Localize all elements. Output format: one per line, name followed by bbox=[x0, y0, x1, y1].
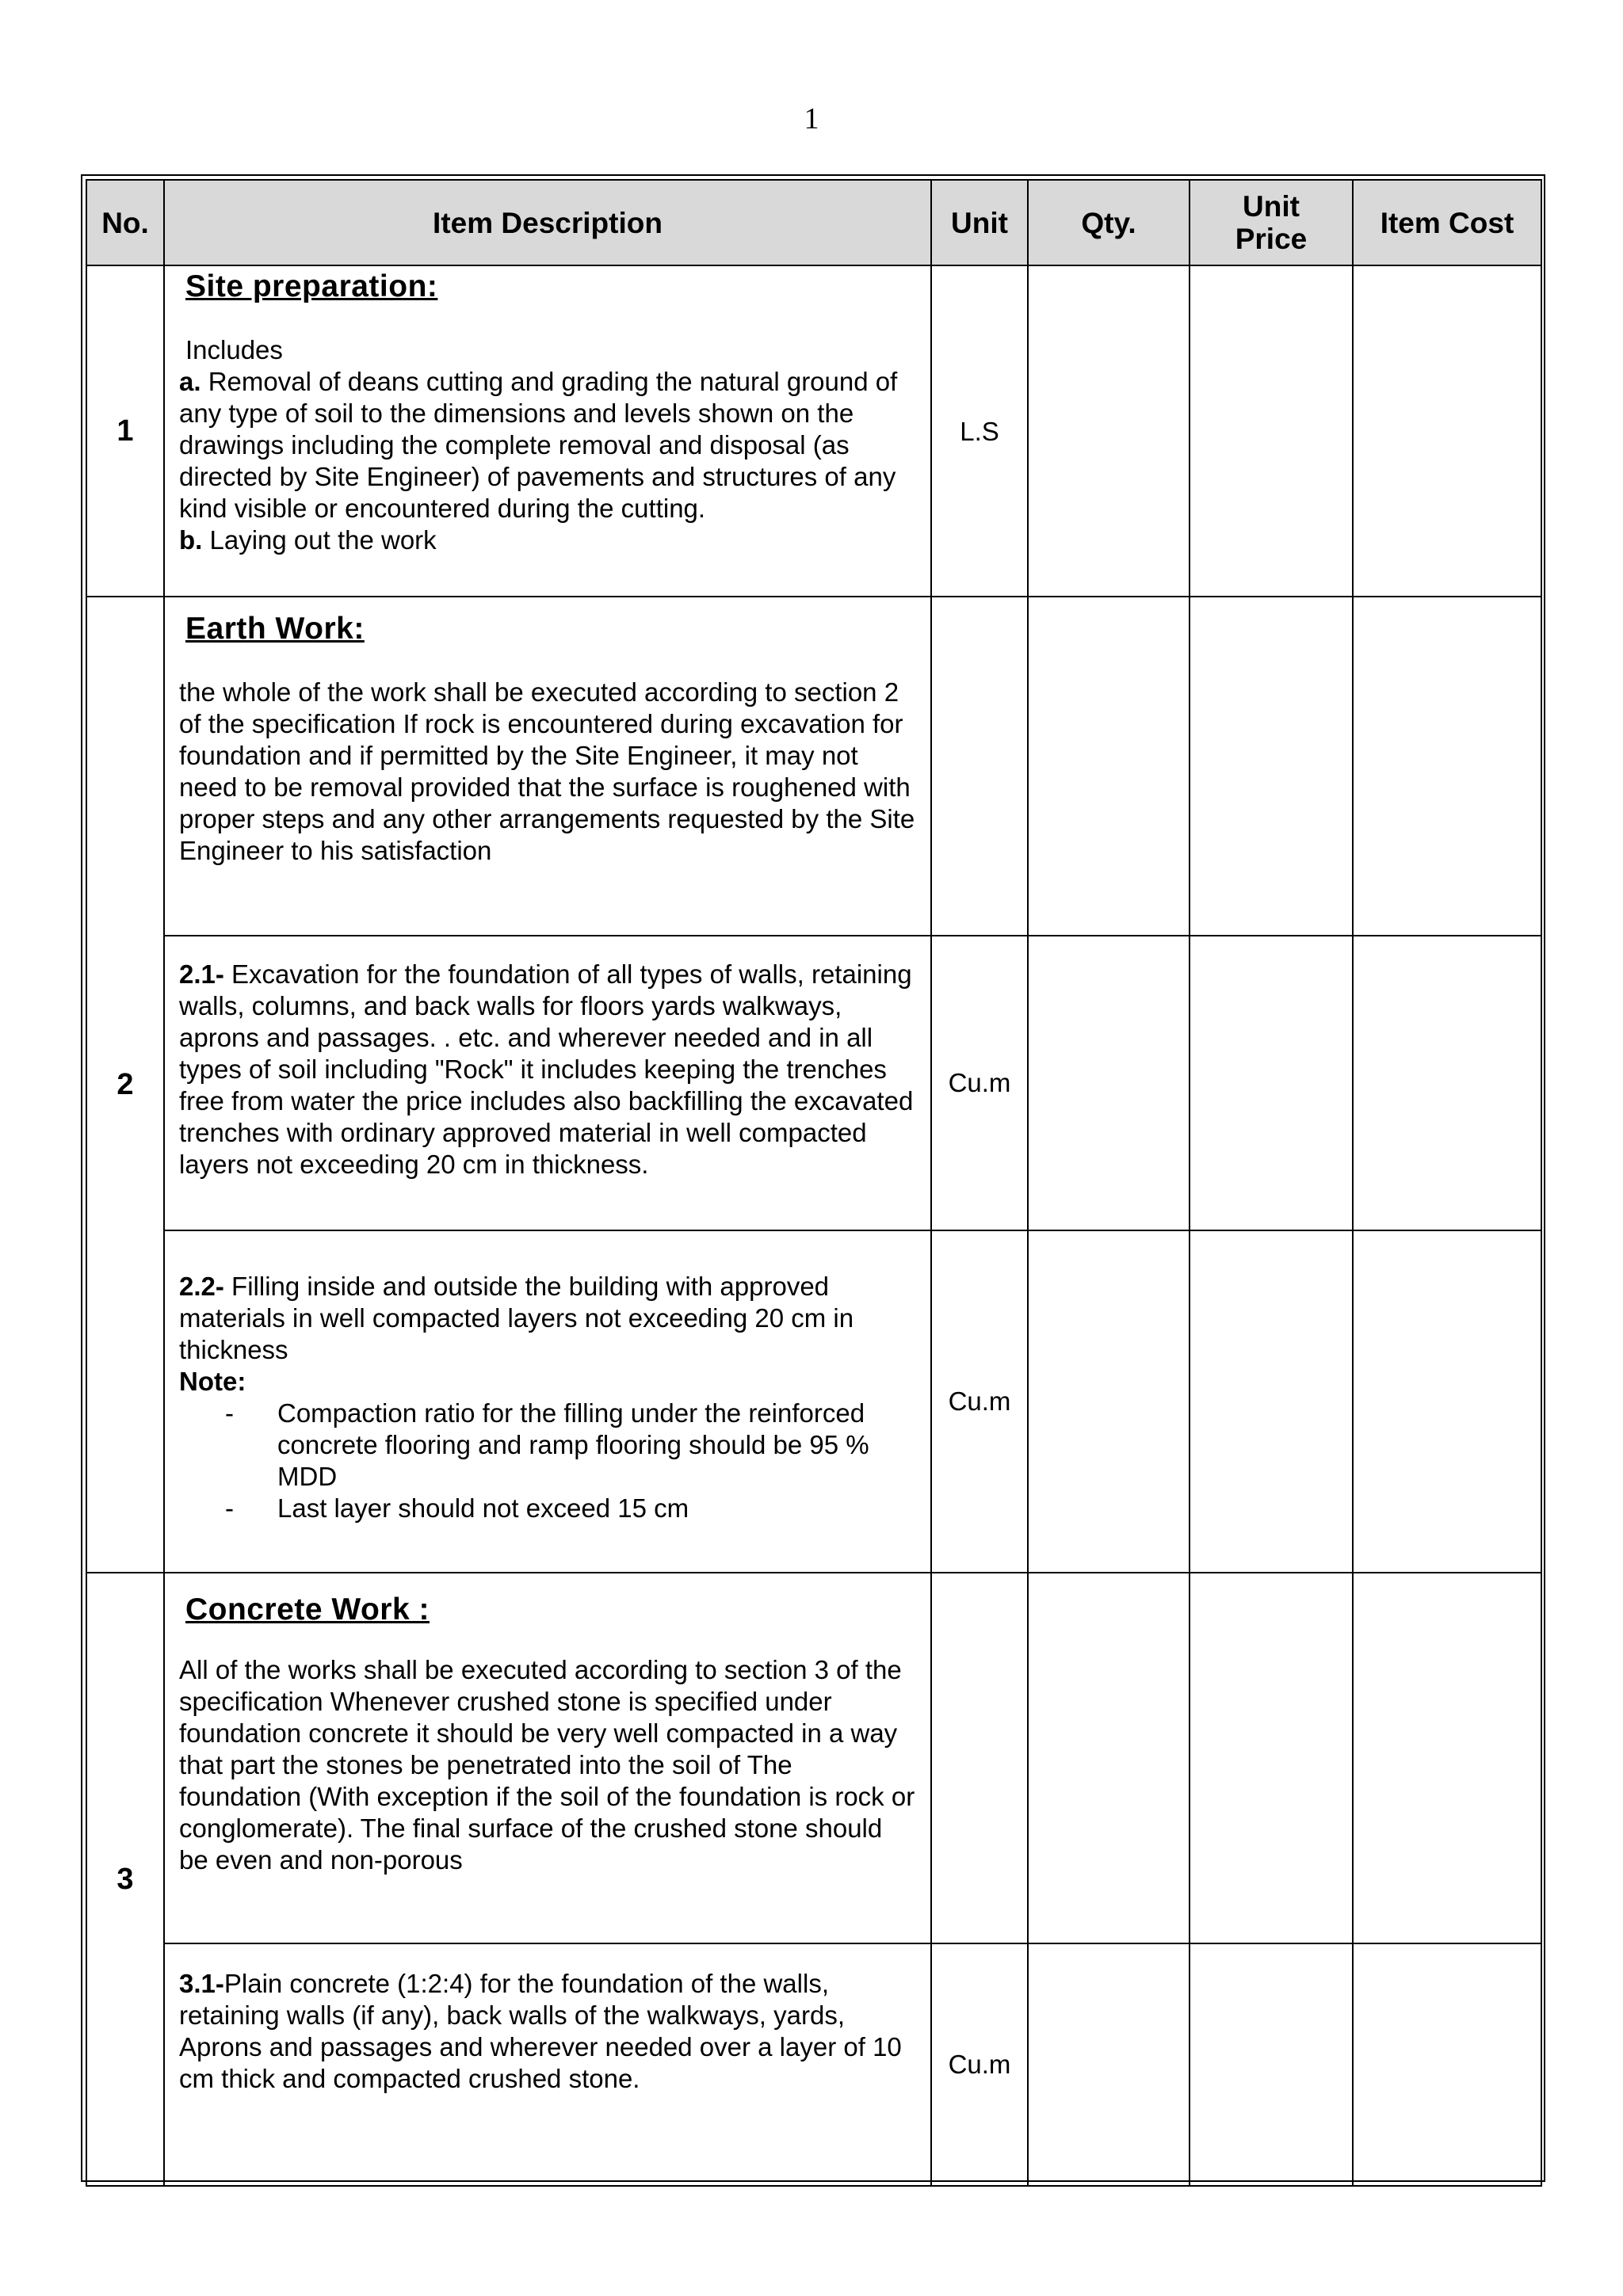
sub-item-text bbox=[179, 959, 916, 1180]
list-item: - Compaction ratio for the filling under the reinforced concrete flooring and ramp flooring should be 95 % MDD bbox=[225, 1398, 869, 1491]
item-number: 3 bbox=[86, 1573, 164, 2186]
item-unit-cell bbox=[931, 597, 1028, 936]
header-unit-price: Unit Price bbox=[1190, 180, 1353, 265]
sub-item-body: Excavation for the foundation of all types of walls, retaining walls, columns, and back walls for floors yards walkways, aprons and passages. . etc. and wherever needed and in all types of soil including "Rock" it includes keeping the trenches free from water the price includes also backfilling the excavated trenches with ordinary approved material in well compacted layers not exceeding 20 cm in thickness. bbox=[179, 959, 914, 1179]
item-sub-b bbox=[179, 524, 916, 556]
table-row-item-3-1 bbox=[86, 1943, 1541, 2186]
sub-item-label: 3.1- bbox=[179, 1969, 224, 1998]
item-cost-cell bbox=[1353, 597, 1541, 936]
section-title-concrete-work: Concrete Work : bbox=[185, 1592, 430, 1627]
item-description-cell bbox=[164, 1230, 931, 1573]
sub-b-text: Laying out the work bbox=[209, 525, 437, 555]
sub-item-text bbox=[179, 1271, 916, 1366]
item-qty-cell bbox=[1028, 265, 1190, 597]
sub-item-text bbox=[179, 1968, 916, 2000]
bill-of-quantities-table bbox=[86, 179, 1542, 2187]
header-item-cost: Item Cost bbox=[1353, 180, 1541, 265]
item-description-cell bbox=[164, 1943, 931, 2186]
section-title-earth-work: Earth Work: bbox=[185, 612, 365, 646]
header-item-description: Item Description bbox=[164, 180, 931, 265]
item-number: 2 bbox=[86, 597, 164, 1573]
header-qty: Qty. bbox=[1028, 180, 1190, 265]
section-text: All of the works shall be executed according to section 3 of the specification Whenever crushed stone is specified under foundation concrete it should be very well compacted in a way that part the stones be penetrated into the soil of The foundation (With exception if the soil of the foundation is rock or conglomerate). The final surface of the crushed stone should be even and non-porous bbox=[179, 1655, 915, 1875]
item-cost-cell bbox=[1353, 1230, 1541, 1573]
note-label: Note: bbox=[179, 1367, 246, 1396]
sub-item-label: 2.1- bbox=[179, 959, 224, 989]
item-description-cell bbox=[164, 265, 931, 597]
item-unit-price-cell bbox=[1190, 1230, 1353, 1573]
table-header-row bbox=[86, 180, 1541, 265]
item-unit: L.S bbox=[931, 265, 1028, 597]
table-row-item-2-1 bbox=[86, 936, 1541, 1230]
header-unit: Unit bbox=[931, 180, 1028, 265]
table-row-item-3 bbox=[86, 1573, 1541, 1943]
table-row-item-2-2 bbox=[86, 1230, 1541, 1573]
sub-item-body: Filling inside and outside the building with approved materials in well compacted layers not exceeding 20 cm in thickness bbox=[179, 1272, 854, 1364]
header-no: No. bbox=[86, 180, 164, 265]
page-number: 1 bbox=[804, 102, 819, 135]
item-sub-a bbox=[179, 366, 916, 524]
sub-a-text: Removal of deans cutting and grading the natural ground of any type of soil to the dimensions and levels shown on the drawings including the complete removal and disposal (as directed by Site Engineer) of pavements and structures of any kind visible or encountered during the cutting. bbox=[179, 367, 898, 523]
item-unit: Cu.m bbox=[931, 1943, 1028, 2186]
item-unit-price-cell bbox=[1190, 936, 1353, 1230]
item-cost-cell bbox=[1353, 1573, 1541, 1943]
item-unit-price-cell bbox=[1190, 1943, 1353, 2186]
sub-b-label: b. bbox=[179, 525, 203, 555]
item-cost-cell bbox=[1353, 265, 1541, 597]
item-description-cell bbox=[164, 1573, 931, 1943]
item-qty-cell bbox=[1028, 597, 1190, 936]
item-unit-price-cell bbox=[1190, 597, 1353, 936]
item-description-cell bbox=[164, 597, 931, 936]
item-unit: Cu.m bbox=[931, 1230, 1028, 1573]
item-cost-cell bbox=[1353, 936, 1541, 1230]
list-item: - Last layer should not exceed 15 cm bbox=[225, 1493, 689, 1523]
table-row-item-1 bbox=[86, 265, 1541, 597]
item-qty-cell bbox=[1028, 1230, 1190, 1573]
sub-item-label: 2.2- bbox=[179, 1272, 224, 1301]
item-cost-cell bbox=[1353, 1943, 1541, 2186]
sub-item-line-2: retaining walls (if any), back walls of the walkways, yards, bbox=[179, 2000, 845, 2030]
item-intro-text: Includes bbox=[185, 335, 283, 364]
item-unit-price-cell bbox=[1190, 265, 1353, 597]
item-qty-cell bbox=[1028, 936, 1190, 1230]
item-number: 1 bbox=[86, 265, 164, 597]
sub-a-label: a. bbox=[179, 367, 201, 396]
table-row-item-2 bbox=[86, 597, 1541, 936]
item-qty-cell bbox=[1028, 1573, 1190, 1943]
item-unit: Cu.m bbox=[931, 936, 1028, 1230]
item-unit-price-cell bbox=[1190, 1573, 1353, 1943]
sub-item-line-1: Plain concrete (1:2:4) for the foundation of the walls, bbox=[223, 1969, 829, 1998]
sub-item-line-3: Aprons and passages and wherever needed over a layer of 10 cm thick and compacted crushed stone. bbox=[179, 2032, 902, 2093]
section-text: the whole of the work shall be executed according to section 2 of the specification If rock is encountered during excavation for foundation and if permitted by the Site Engineer, it may not need to be removal provided that the surface is roughened with proper steps and any other arrangements requested by the Site Engineer to his satisfaction bbox=[179, 677, 915, 865]
note-list bbox=[179, 1398, 916, 1524]
item-unit-cell bbox=[931, 1573, 1028, 1943]
item-qty-cell bbox=[1028, 1943, 1190, 2186]
section-title-site-preparation: Site preparation: bbox=[185, 269, 438, 303]
item-description-cell bbox=[164, 936, 931, 1230]
